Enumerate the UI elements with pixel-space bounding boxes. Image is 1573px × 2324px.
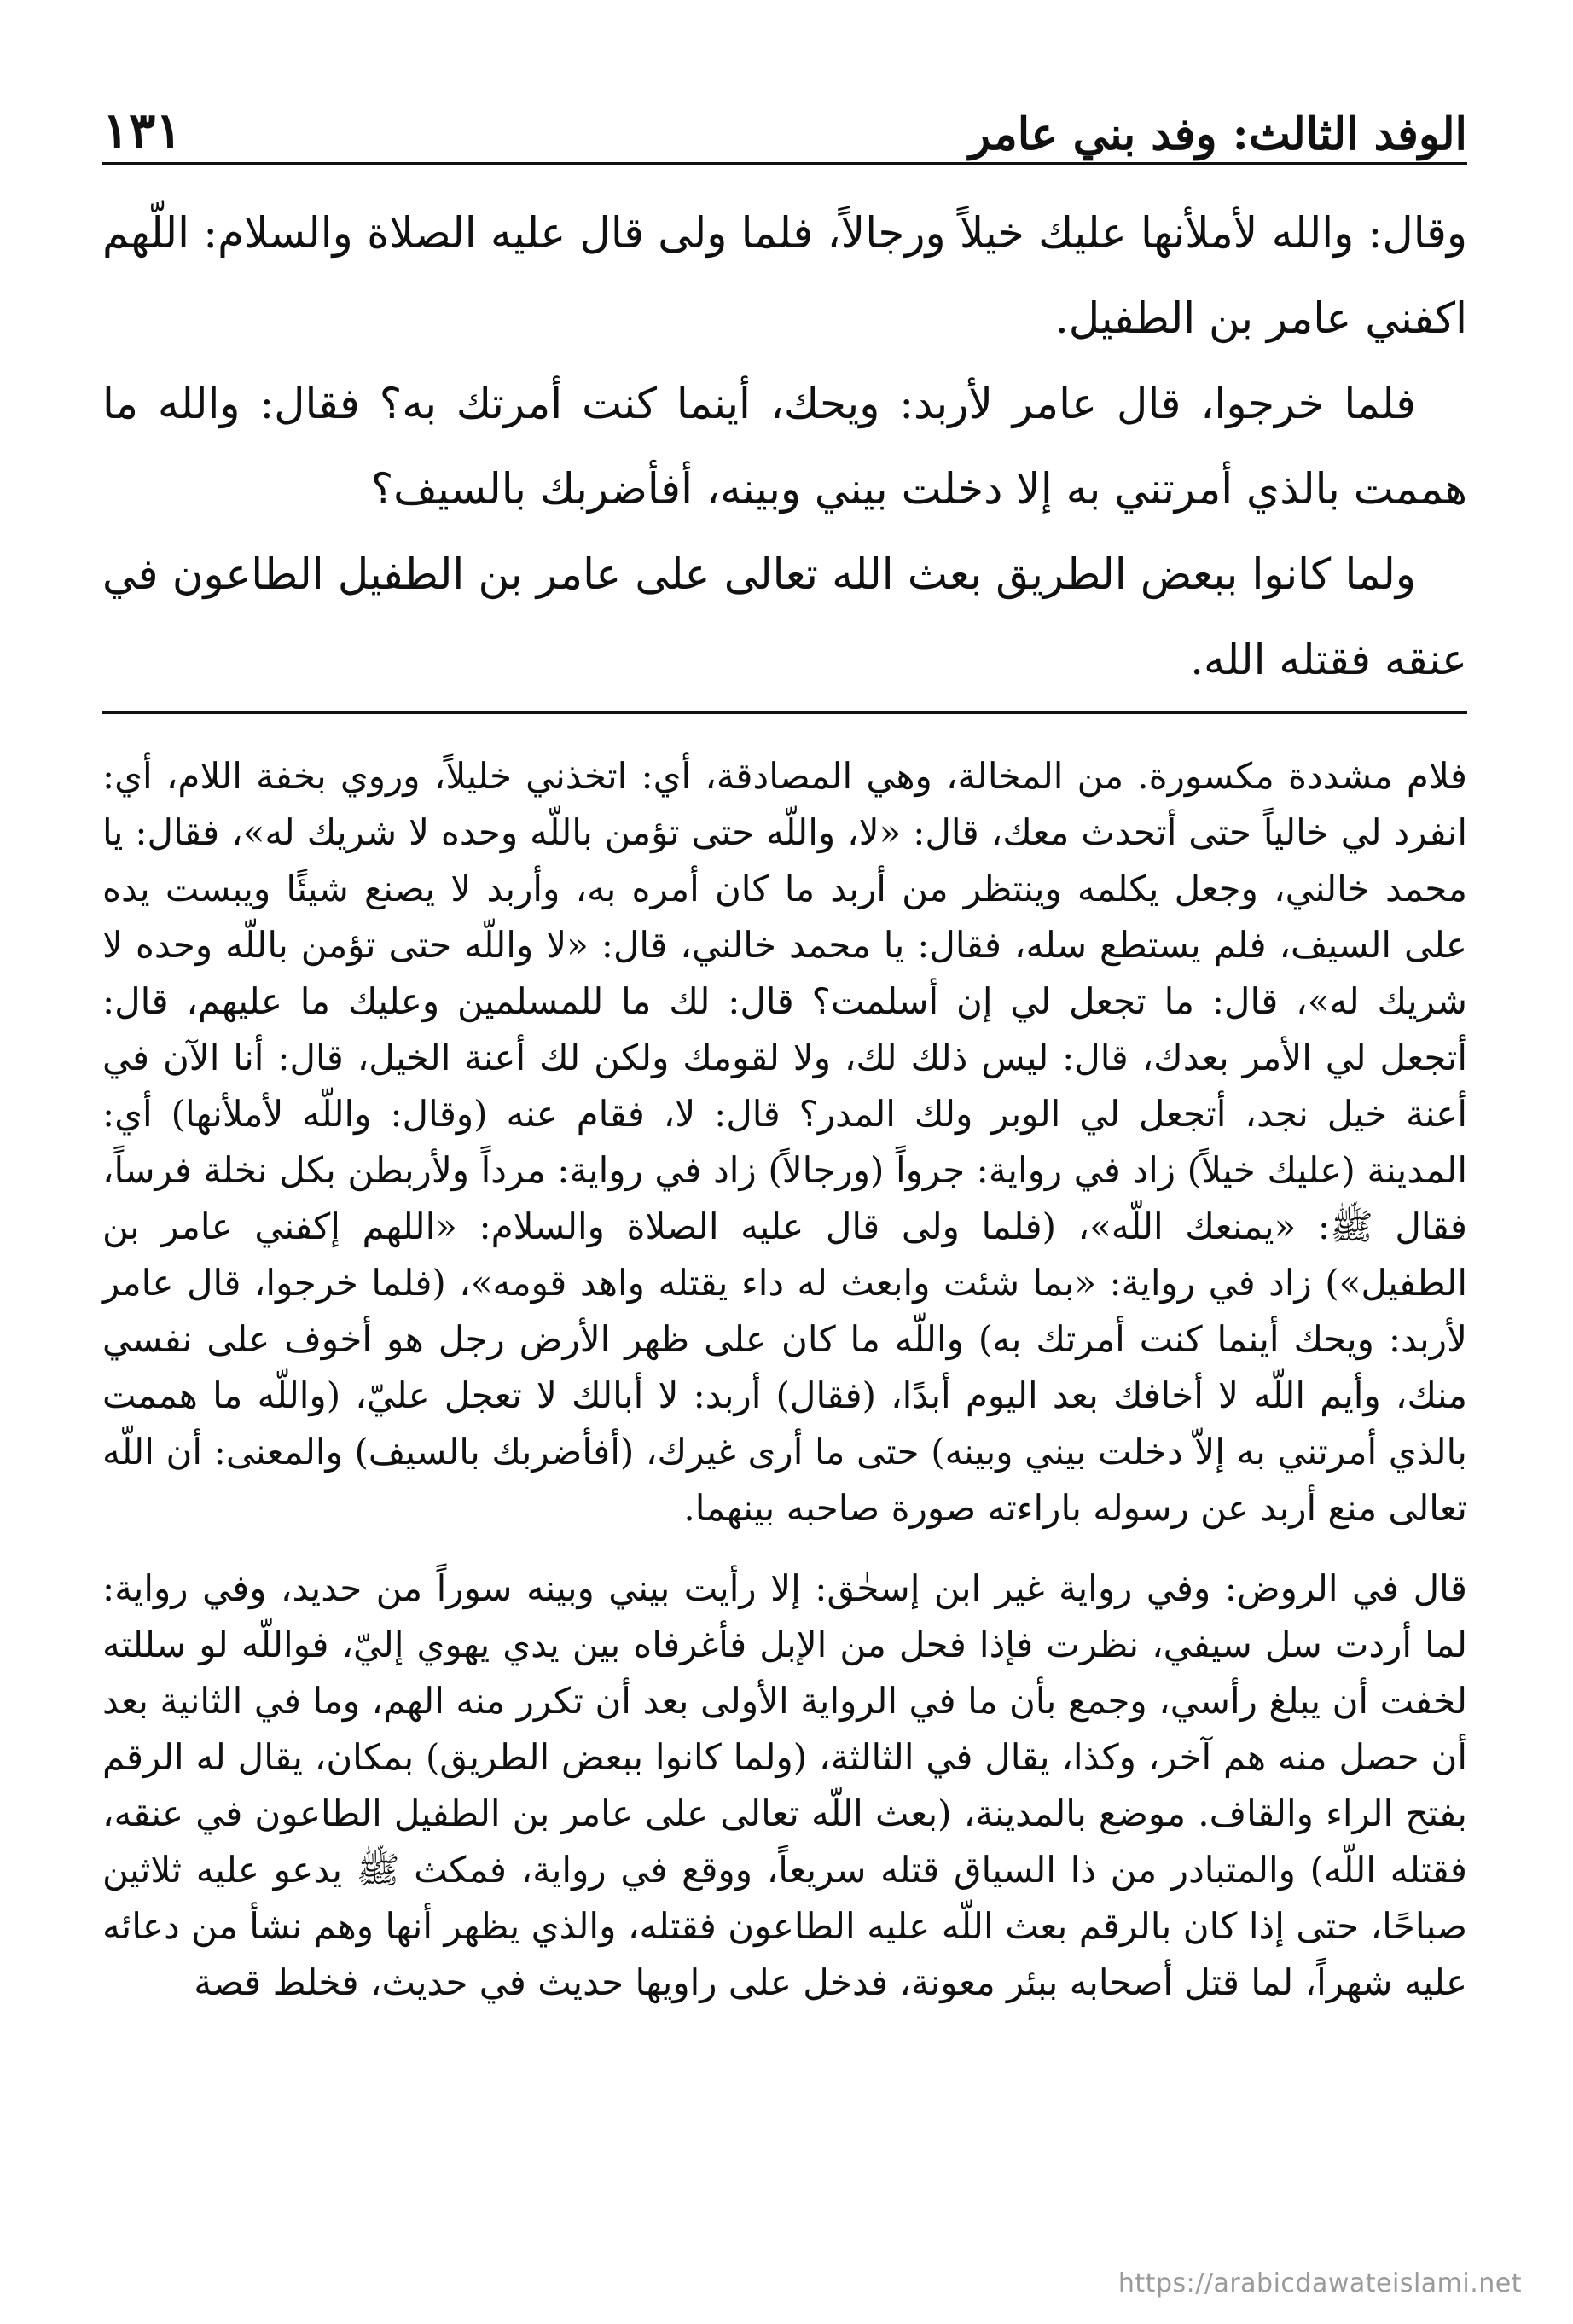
section-divider — [102, 711, 1467, 714]
commentary-paragraph: فلام مشددة مكسورة. من المخالة، وهي المصادقة، أي: اتخذني خليلاً، وروي بخفة اللام، أي: انفرد لي خالياً حتى أتحدث معك، قال: «لا، واللّه حتى تؤمن باللّه وحده لا شريك له»، فقال: يا محمد خالني، وجعل يكلمه وينتظر من أربد ما كان أمره به، وأربد لا يصنع شيئًا ويبست يده على السيف، فلم يستطع سله، فقال: يا محمد خالني، قال: «لا واللّه حتى تؤمن باللّه وحده لا شريك له»، قال: ما تجعل لي إن أسلمت؟ قال: لك ما للمسلمين وعليك ما عليهم، قال: أتجعل لي الأمر بعدك، قال: ليس ذلك لك، ولا لقومك ولكن لك أعنة الخيل، قال: أنا الآن في أعنة خيل نجد، أتجعل لي الوبر ولك المدر؟ قال: لا، فقام عنه (وقال: واللّه لأملأنها) أي: المدينة (عليك خيلاً) زاد في رواية: جرواً (ورجالاً) زاد في رواية: مرداً ولأربطن بكل نخلة فرساً، فقال ﷺ: «يمنعك اللّه»، (فلما ولى قال عليه الصلاة والسلام: «اللهم إكفني عامر بن الطفيل») زاد في رواية: «بما شئت وابعث له داء يقتله واهد قومه»، (فلما خرجوا، قال عامر لأربد: ويحك أينما كنت أمرتك به) واللّه ما كان على ظهر الأرض رجل هو أخوف على نفسي منك، وأيم اللّه لا أخافك بعد اليوم أبدًا، (فقال) أربد: لا أبالك لا تعجل عليّ، (واللّه ما هممت بالذي أمرتني به إلاّ دخلت بيني وبينه) حتى ما أرى غيرك، (أفأضربك بالسيف) والمعنى: أن اللّه تعالى منع أربد عن رسوله باراءته صورة صاحبه بينهما. — [102, 755, 1467, 1529]
commentary-text — [102, 748, 1467, 2011]
main-paragraph: ولما كانوا ببعض الطريق بعث الله تعالى على عامر بن الطفيل الطاعون في عنقه فقتله الله. — [102, 549, 1467, 684]
chapter-title: الوفد الثالث: وفد بني عامر — [969, 107, 1467, 160]
main-paragraph: فلما خرجوا، قال عامر لأربد: ويحك، أينما كنت أمرتك به؟ فقال: والله ما هممت بالذي أمرتني به إلا دخلت بيني وبينه، أفأضربك بالسيف؟ — [102, 379, 1467, 514]
commentary-paragraph: قال في الروض: وفي رواية غير ابن إسحٰق: إلا رأيت بيني وبينه سوراً من حديد، وفي رواية: لما أردت سل سيفي، نظرت فإذا فحل من الإبل فأغرفاه بين يدي يهوي إليّ، فواللّه لو سللته لخفت أن يبلغ رأسي، وجمع بأن ما في الرواية الأولى بعد أن تكرر منه الهم، وما في الثانية بعد أن حصل منه هم آخر، وكذا، يقال في الثالثة، (ولما كانوا ببعض الطريق) بمكان، يقال له الرقم بفتح الراء والقاف. موضع بالمدينة، (بعث اللّه تعالى على عامر بن الطفيل الطاعون في عنقه، فقتله اللّه) والمتبادر من ذا السياق قتله سريعاً، ووقع في رواية، فمكث ﷺ يدعو عليه ثلاثين صباحًا، حتى إذا كان بالرقم بعث اللّه عليه الطاعون فقتله، والذي يظهر أنها وهم نشأ من دعائه عليه شهراً، لما قتل أصحابه ببئر معونة، فدخل على راويها حديث في حديث، فخلط قصة — [102, 1567, 1467, 2003]
main-text — [102, 190, 1467, 702]
website-watermark: https://arabicdawateislami.net — [1117, 2269, 1522, 2298]
book-page — [102, 68, 1467, 2286]
main-paragraph: وقال: والله لأملأنها عليك خيلاً ورجالاً، فلما ولى قال عليه الصلاة والسلام: اللّهم اكفني عامر بن الطفيل. — [102, 208, 1467, 343]
page-number: ١٣١ — [102, 102, 183, 160]
page-header — [102, 68, 1467, 165]
